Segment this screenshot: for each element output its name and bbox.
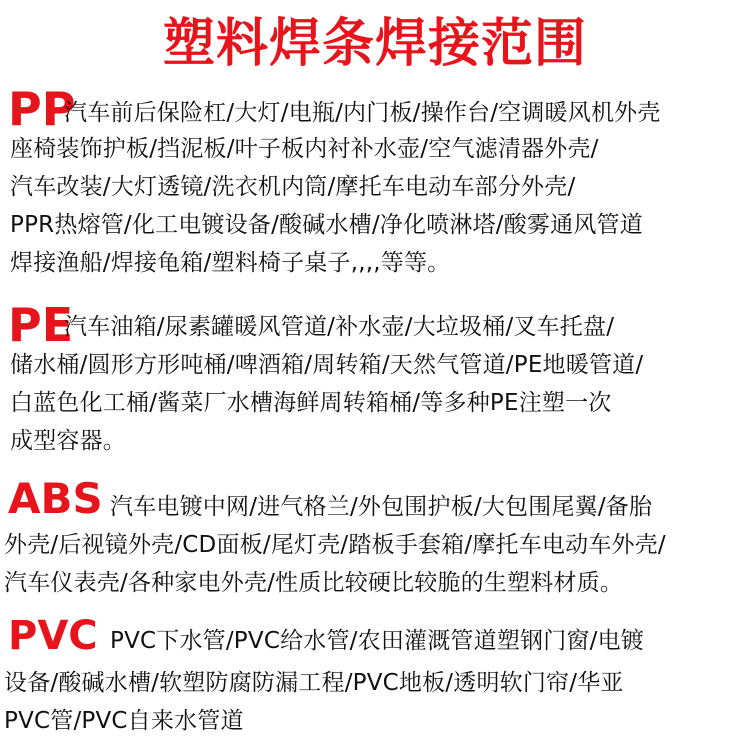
pp-line-1: 汽车前后保险杠/大灯/电瓶/内门板/操作台/空调暖风机外壳 [64, 100, 661, 126]
pvc-line-1: PVC下水管/PVC给水管/农田灌溉管道塑钢门窗/电镀 [110, 628, 644, 654]
pp-label: PP [8, 82, 76, 136]
pp-line-2: 座椅装饰护板/挡泥板/叶子板内衬补水壶/空气滤清器外壳/ [10, 136, 599, 162]
pp-line-5: 焊接渔船/焊接龟箱/塑料椅子桌子,,,,等等。 [10, 250, 451, 276]
page-title: 塑料焊条焊接范围 [162, 14, 587, 74]
pe-line-2: 储水桶/圆形方形吨桶/啤酒箱/周转箱/天然气管道/PE地暖管道/ [10, 352, 644, 378]
pp-line-3: 汽车改装/大灯透镜/洗衣机内筒/摩托车电动车部分外壳/ [10, 174, 576, 200]
pe-line-3: 白蓝色化工桶/酱菜厂水槽海鲜周转箱桶/等多种PE注塑一次 [10, 390, 612, 416]
pe-label: PE [8, 298, 74, 352]
pp-line-4: PPR热熔管/化工电镀设备/酸碱水槽/净化喷淋塔/酸雾通风管道 [10, 212, 643, 238]
abs-line-1: 汽车电镀中网/进气格兰/外包围护板/大包围尾翼/备胎 [110, 494, 653, 520]
abs-line-2: 外壳/后视镜外壳/CD面板/尾灯壳/踏板手套箱/摩托车电动车外壳/ [4, 532, 666, 558]
abs-label: ABS [8, 474, 103, 523]
abs-line-3: 汽车仪表壳/各种家电外壳/性质比较硬比较脆的生塑料材质。 [4, 570, 624, 596]
pvc-label: PVC [8, 613, 98, 659]
pe-line-1: 汽车油箱/尿素罐暖风管道/补水壶/大垃圾桶/叉车托盘/ [64, 314, 615, 340]
pe-line-4: 成型容器。 [10, 428, 126, 454]
pvc-line-2: 设备/酸碱水槽/软塑防腐防漏工程/PVC地板/透明软门帘/华亚 [4, 670, 624, 696]
pvc-line-3: PVC管/PVC自来水管道 [4, 708, 244, 734]
